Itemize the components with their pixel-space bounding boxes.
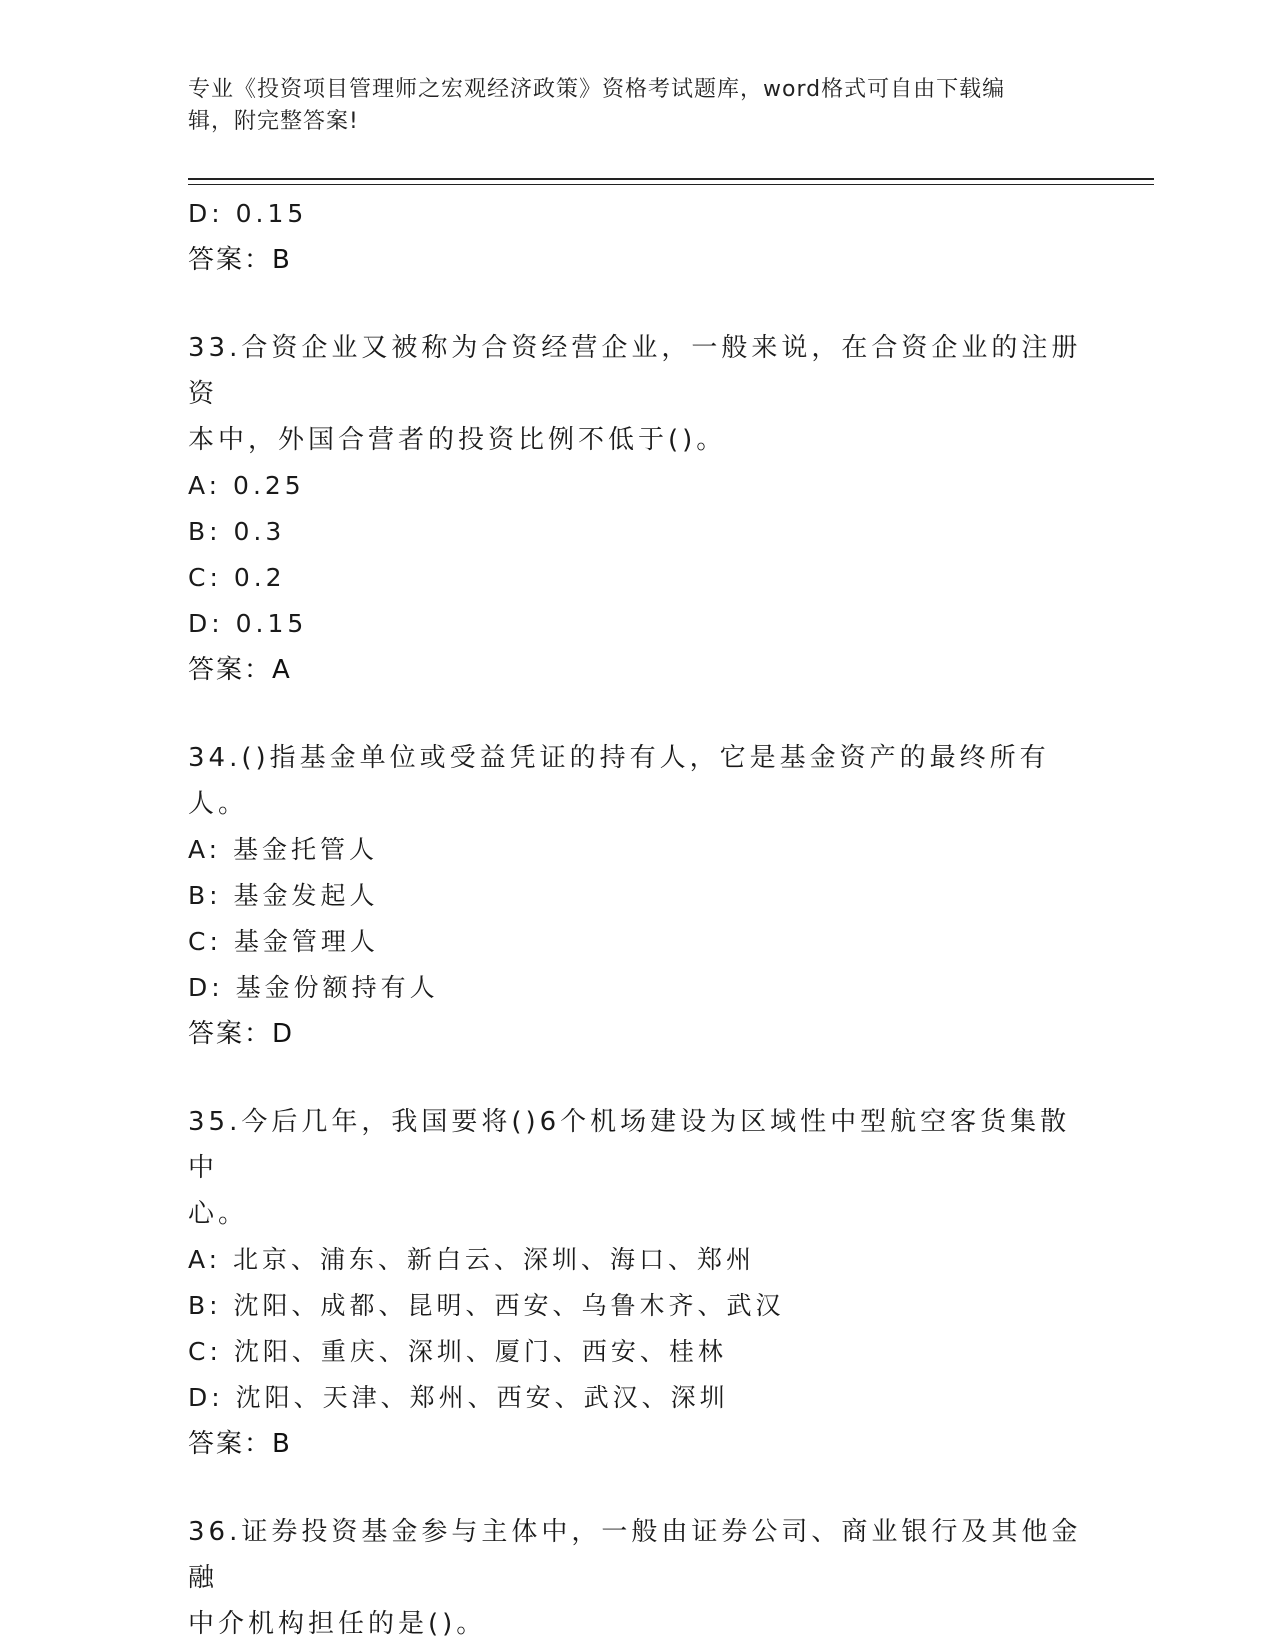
option-a: A: 北京、浦东、新白云、深圳、海口、郑州 [188,1245,756,1274]
question-stem-line: 中介机构担任的是()。 [188,1609,487,1639]
option-c: C: 基金管理人 [188,927,379,956]
question-33 [188,325,1088,693]
question-36 [188,1509,1088,1647]
question-stem-line: 35.今后几年，我国要将()6个机场建设为区域性中型航空客货集散中 [188,1107,1071,1183]
option-b: B: 基金发起人 [188,881,379,910]
option-b: B: 0.3 [188,517,286,546]
question-34 [188,735,1088,1057]
question-list [188,191,1088,1647]
option-a: A: 基金托管人 [188,835,379,864]
question-35 [188,1099,1088,1467]
answer-line: 答案：B [188,1429,292,1459]
previous-question-tail [188,191,1088,283]
option-b: B: 沈阳、成都、昆明、西安、乌鲁木齐、武汉 [188,1291,785,1320]
header-divider-thin [188,184,1154,185]
answer-line: 答案：A [188,655,292,685]
question-stem-line: 33.合资企业又被称为合资经营企业，一般来说，在合资企业的注册资 [188,333,1082,409]
option-d: D: 沈阳、天津、郑州、西安、武汉、深圳 [188,1383,729,1412]
question-stem-line: 心。 [188,1199,249,1229]
option-d: D: 0.15 [188,609,308,638]
option-d: D: 0.15 [188,199,308,228]
answer-line: 答案：B [188,245,292,275]
page-header [188,74,1088,138]
question-stem-line: 36.证券投资基金参与主体中，一般由证券公司、商业银行及其他金融 [188,1517,1082,1593]
answer-line: 答案：D [188,1019,295,1049]
option-d: D: 基金份额持有人 [188,973,439,1002]
header-divider-thick [188,178,1154,180]
header-line-2: 辑，附完整答案! [188,109,359,134]
option-c: C: 0.2 [188,563,286,592]
option-a: A: 0.25 [188,471,305,500]
question-stem-line: 34.()指基金单位或受益凭证的持有人，它是基金资产的最终所有人。 [188,743,1050,819]
header-line-1: 专业《投资项目管理师之宏观经济政策》资格考试题库，word格式可自由下载编 [188,77,1006,102]
question-stem-line: 本中，外国合营者的投资比例不低于()。 [188,425,727,455]
option-c: C: 沈阳、重庆、深圳、厦门、西安、桂林 [188,1337,727,1366]
